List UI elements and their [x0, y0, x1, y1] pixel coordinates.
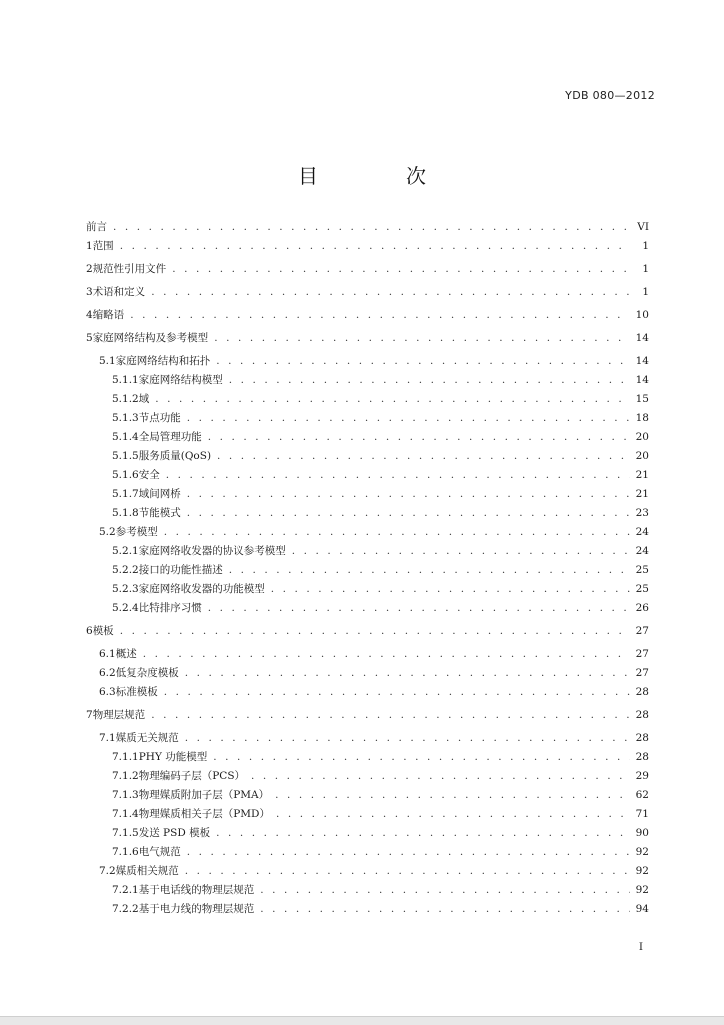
dot-leader	[185, 729, 630, 748]
toc-entry-label: 规范性引用文件	[92, 263, 167, 275]
dot-leader	[155, 390, 629, 409]
dot-leader	[130, 306, 629, 325]
toc-entry-page: 28	[635, 751, 649, 763]
toc-entry[interactable]	[86, 466, 649, 485]
toc-entry-page: 20	[635, 450, 649, 462]
toc-entry-number: 6.1	[99, 648, 116, 660]
dot-leader	[187, 504, 630, 523]
toc-entry-label: 媒质无关规范	[115, 732, 179, 744]
toc-entry-number: 5.1.6	[112, 469, 139, 481]
dot-leader	[216, 824, 630, 843]
toc-entry-label: 媒质相关规范	[115, 865, 179, 877]
toc-entry[interactable]	[86, 622, 649, 641]
toc-entry[interactable]	[86, 706, 649, 725]
dot-leader	[208, 428, 630, 447]
toc-entry-number: 7.1.3	[112, 789, 139, 801]
page-title: 目 次	[298, 164, 460, 188]
toc-entry-page: 14	[635, 355, 649, 367]
toc-entry[interactable]	[86, 260, 649, 279]
toc-entry-label: 节能模式	[138, 507, 181, 519]
dot-leader	[172, 260, 631, 279]
toc-entry-number: 5.1.3	[112, 412, 139, 424]
toc-entry-label: 参考模型	[115, 526, 158, 538]
dot-leader	[185, 664, 630, 683]
toc-entry-number: 7.2	[99, 865, 116, 877]
toc-entry-label: 域间网桥	[138, 488, 181, 500]
toc-entry-number: 7	[86, 709, 93, 721]
dot-leader	[120, 237, 631, 256]
toc-entry[interactable]	[86, 683, 649, 702]
toc-entry-number: 6	[86, 625, 93, 637]
toc-entry-number: 5.1.1	[112, 374, 139, 386]
toc-entry-label: 家庭网络收发器的协议参考模型	[138, 545, 286, 557]
toc-entry-number: 7.1.2	[112, 770, 139, 782]
toc-entry-page: 92	[635, 846, 649, 858]
toc-entry-page: 28	[635, 709, 649, 721]
toc-entry-page: 24	[635, 526, 649, 538]
toc-entry-page: 20	[635, 431, 649, 443]
toc-entry-page: 27	[635, 625, 649, 637]
toc-entry-page: 10	[635, 309, 649, 321]
toc-entry-number: 5.2.3	[112, 583, 139, 595]
toc-entry-label: 物理媒质相关子层（PMD）	[138, 808, 270, 820]
toc-entry-label: PHY 功能模型	[138, 751, 208, 763]
toc-entry[interactable]	[86, 580, 649, 599]
toc-entry-number: 5.2.1	[112, 545, 139, 557]
toc-entry-label: 家庭网络结构模型	[138, 374, 223, 386]
toc-entry-page: 24	[635, 545, 649, 557]
toc-entry-label: 前言	[86, 221, 107, 233]
toc-entry-page: 21	[635, 469, 649, 481]
dot-leader	[216, 352, 629, 371]
toc-entry[interactable]	[86, 542, 649, 561]
dot-leader	[208, 599, 630, 618]
toc-entry-number: 1	[86, 240, 93, 252]
toc-entry[interactable]	[86, 237, 649, 256]
toc-entry-label: 电气规范	[138, 846, 181, 858]
toc-entry-number: 5.2.4	[112, 602, 139, 614]
toc-entry[interactable]	[86, 900, 649, 919]
toc-entry-page: 62	[635, 789, 649, 801]
toc-entry-label: 基于电力线的物理层规范	[138, 903, 255, 915]
dot-leader	[164, 523, 630, 542]
toc-entry[interactable]	[86, 447, 649, 466]
toc-entry-page: 23	[635, 507, 649, 519]
toc-entry-number: 7.1.6	[112, 846, 139, 858]
toc-entry-label: 物理媒质附加子层（PMA）	[138, 789, 270, 801]
toc-entry-label: 家庭网络结构和拓扑	[115, 355, 211, 367]
toc-entry[interactable]	[86, 748, 649, 767]
toc-entry-page: 27	[635, 667, 649, 679]
toc-entry-page: 29	[635, 770, 649, 782]
toc-entry-label: 物理层规范	[92, 709, 146, 721]
toc-entry-page: 1	[642, 240, 649, 252]
toc-entry-label: 缩略语	[92, 309, 125, 321]
toc-entry-label: 服务质量(QoS)	[138, 450, 212, 462]
dot-leader	[229, 371, 630, 390]
dot-leader	[187, 843, 630, 862]
toc-entry-label: 家庭网络结构及参考模型	[92, 332, 209, 344]
toc-entry-label: 基于电话线的物理层规范	[138, 884, 255, 896]
toc-entry[interactable]	[86, 824, 649, 843]
dot-leader	[143, 645, 630, 664]
toc-entry-label: 节点功能	[138, 412, 181, 424]
toc-entry-number: 5	[86, 332, 93, 344]
dot-leader	[260, 881, 629, 900]
toc-entry-label: 模板	[92, 625, 114, 637]
toc-entry-number: 7.2.1	[112, 884, 139, 896]
toc-entry-number: 5.1.4	[112, 431, 139, 443]
toc-entry[interactable]	[86, 428, 649, 447]
toc-entry-number: 5.1	[99, 355, 116, 367]
toc-entry-label: 低复杂度模板	[115, 667, 179, 679]
toc-entry-page: 94	[635, 903, 649, 915]
toc-entry-page: 27	[635, 648, 649, 660]
dot-leader	[187, 409, 630, 428]
toc-entry-page: 21	[635, 488, 649, 500]
toc-entry[interactable]	[86, 729, 649, 748]
toc-entry-number: 3	[86, 286, 93, 298]
toc-entry[interactable]	[86, 390, 649, 409]
toc-entry-number: 7.1.1	[112, 751, 139, 763]
toc-entry-number: 7.1.5	[112, 827, 139, 839]
toc-entry[interactable]	[86, 664, 649, 683]
toc-entry[interactable]	[86, 843, 649, 862]
toc-entry-number: 7.1.4	[112, 808, 139, 820]
toc-entry-label: 比特排序习惯	[138, 602, 202, 614]
dot-leader	[113, 218, 631, 237]
toc-entry[interactable]	[86, 599, 649, 618]
toc-entry-page: 28	[635, 686, 649, 698]
dot-leader	[292, 542, 630, 561]
toc-entry-label: 域	[138, 393, 150, 405]
toc-entry-number: 7.1	[99, 732, 116, 744]
dot-leader	[120, 622, 630, 641]
toc-entry-label: 安全	[138, 469, 160, 481]
dot-leader	[271, 580, 630, 599]
toc-entry-label: 物理编码子层（PCS）	[138, 770, 246, 782]
toc-entry[interactable]	[86, 409, 649, 428]
toc-entry-number: 5.2	[99, 526, 116, 538]
toc-entry-number: 5.1.7	[112, 488, 139, 500]
toc-entry[interactable]	[86, 218, 649, 237]
table-of-contents	[86, 218, 649, 919]
toc-entry[interactable]	[86, 283, 649, 302]
toc-entry-number: 6.3	[99, 686, 116, 698]
toc-entry-page: 1	[642, 286, 649, 298]
toc-entry-page: 1	[642, 263, 649, 275]
page-number: I	[638, 941, 643, 953]
toc-entry-page: 15	[635, 393, 649, 405]
toc-entry-number: 6.2	[99, 667, 116, 679]
dot-leader	[166, 466, 630, 485]
dot-leader	[151, 706, 629, 725]
toc-entry-label: 家庭网络收发器的功能模型	[138, 583, 265, 595]
toc-entry[interactable]	[86, 786, 649, 805]
dot-leader	[214, 329, 629, 348]
toc-entry[interactable]	[86, 862, 649, 881]
toc-entry[interactable]	[86, 523, 649, 542]
toc-entry-page: 25	[635, 564, 649, 576]
toc-entry-label: 范围	[92, 240, 114, 252]
dot-leader	[151, 283, 631, 302]
toc-entry-number: 2	[86, 263, 93, 275]
toc-entry-label: 概述	[115, 648, 137, 660]
toc-entry-number: 5.1.5	[112, 450, 139, 462]
toc-entry[interactable]	[86, 767, 649, 786]
toc-entry[interactable]	[86, 561, 649, 580]
dot-leader	[213, 748, 629, 767]
toc-entry-number: 7.2.2	[112, 903, 139, 915]
toc-entry-page: 14	[635, 374, 649, 386]
dot-leader	[275, 786, 630, 805]
toc-entry-page: 92	[635, 884, 649, 896]
toc-entry-label: 标准模板	[115, 686, 158, 698]
toc-entry[interactable]	[86, 881, 649, 900]
dot-leader	[251, 767, 630, 786]
toc-entry-page: 25	[635, 583, 649, 595]
toc-entry[interactable]	[86, 805, 649, 824]
toc-entry[interactable]	[86, 485, 649, 504]
toc-entry-number: 5.1.8	[112, 507, 139, 519]
standard-code: YDB 080—2012	[565, 89, 655, 102]
toc-entry-page: 92	[635, 865, 649, 877]
toc-entry[interactable]	[86, 306, 649, 325]
toc-entry-page: 18	[635, 412, 649, 424]
toc-entry-page: 14	[635, 332, 649, 344]
toc-entry-label: 术语和定义	[92, 286, 146, 298]
dot-leader	[185, 862, 630, 881]
toc-entry-page: 26	[635, 602, 649, 614]
toc-entry[interactable]	[86, 329, 649, 348]
dot-leader	[217, 447, 630, 466]
toc-entry-page: VI	[637, 221, 649, 233]
toc-entry-page: 28	[635, 732, 649, 744]
toc-entry-page: 90	[635, 827, 649, 839]
dot-leader	[260, 900, 629, 919]
dot-leader	[187, 485, 630, 504]
toc-entry-page: 71	[635, 808, 649, 820]
toc-entry-number: 5.1.2	[112, 393, 139, 405]
toc-entry-number: 5.2.2	[112, 564, 139, 576]
toc-entry-label: 发送 PSD 模板	[138, 827, 211, 839]
toc-entry[interactable]	[86, 645, 649, 664]
dot-leader	[229, 561, 630, 580]
toc-entry-number: 4	[86, 309, 93, 321]
toc-entry[interactable]	[86, 504, 649, 523]
toc-entry-label: 全局管理功能	[138, 431, 202, 443]
dot-leader	[276, 805, 630, 824]
toc-entry-label: 接口的功能性描述	[138, 564, 223, 576]
dot-leader	[164, 683, 630, 702]
toc-entry[interactable]	[86, 352, 649, 371]
toc-entry[interactable]	[86, 371, 649, 390]
